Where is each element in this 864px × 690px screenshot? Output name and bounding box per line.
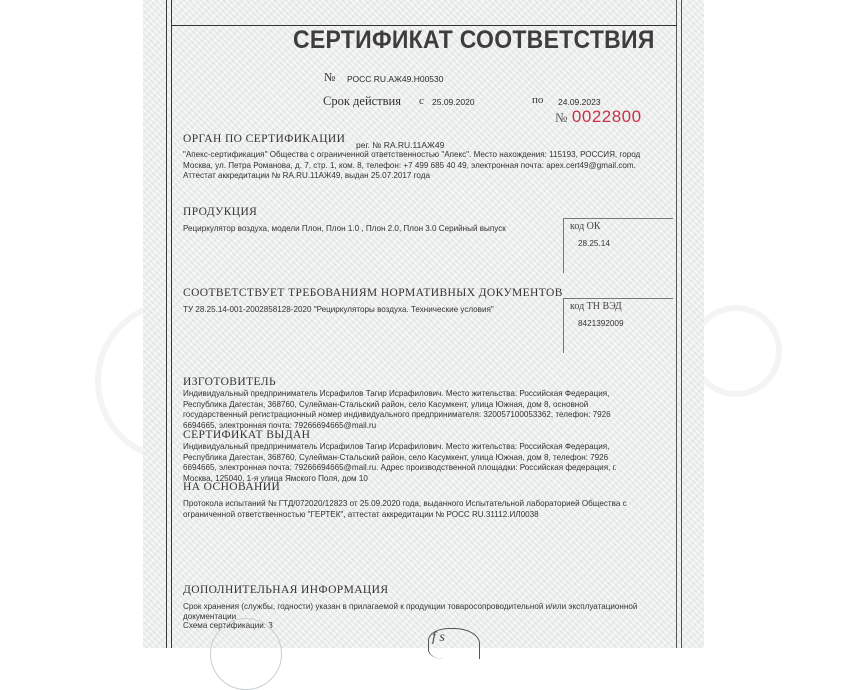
seal-stamp [210,618,282,690]
compliance-document: ТУ 28.25.14-001-2002858128-2020 "Рециркуляторы воздуха. Технические условия" [183,305,494,314]
certification-body-heading: ОРГАН ПО СЕРТИФИКАЦИИ [183,133,346,145]
product-heading: ПРОДУКЦИЯ [183,206,258,218]
text-line: Срок хранения (службы, годности) указан в прилагаемой к продукции товаросопроводительной и/или эксплуатационной [183,602,638,611]
document-title: СЕРТИФИКАТ СООТВЕТСТВИЯ [293,26,655,54]
blank-number-label: № [555,110,568,125]
basis-heading: НА ОСНОВАНИИ [183,481,281,493]
okpd-code-box [563,218,673,273]
tnved-code-box [563,298,673,353]
issued-to-heading: СЕРТИФИКАТ ВЫДАН [183,429,311,441]
text-line: "Апекс-сертификация" Общества с ограниченной ответственностью "Апекс". Место нахождения: 115193, РОССИЯ, город [183,150,641,159]
text-line: документации [183,611,237,621]
text-line: Москва, ул. Петра Романова, д. 7, стр. 1, ком. 8, телефон: +7 499 685 40 49, электронная почта: apex.cert49@gmail.com. [183,160,636,170]
text-line: Аттестат аккредитации № RA.RU.11АЖ49, выдан 25.07.2017 года [183,171,430,180]
product-description: Рециркулятор воздуха, модели Плон, Плон 1.0 , Плон 2.0, Плон 3.0 Серийный выпуск [183,224,506,233]
valid-from-date: 25.09.2020 [432,97,475,107]
manufacturer-details [183,389,673,431]
text-line: Республика Дагестан, 368760, Сулейман-Стальский район, село Касумкент, улица Южная, дом 8, телефон: 7926 [183,452,609,462]
validity-to-label: по [532,94,544,106]
text-line: государственный регистрационный номер индивидуального предпринимателя: 320057100053362, телефон: 7926 [183,410,611,419]
text-line: 6694665, электронная почта: 79266694665@mail.ru [183,420,377,430]
basis-details [183,499,673,520]
validity-from-label: с [419,95,424,107]
text-line: Схема сертификации: 3 [183,621,273,630]
signature: f s [432,630,445,645]
manufacturer-heading: ИЗГОТОВИТЕЛЬ [183,376,276,388]
tnved-code-label: код ТН ВЭД [570,301,622,312]
compliance-heading: СООТВЕТСТВУЕТ ТРЕБОВАНИЯМ НОРМАТИВНЫХ ДОКУМЕНТОВ [183,287,563,299]
tnved-code-value: 8421392009 [578,319,624,328]
okpd-code-value: 28.25.14 [578,239,610,248]
blank-number-value: 0022800 [571,107,642,126]
number-label: № [324,70,336,84]
valid-to-date: 24.09.2023 [558,97,601,107]
issued-to-details [183,442,673,484]
certification-body-details [183,150,673,182]
text-line: Протокола испытаний № ГТД/072020/12823 от 25.09.2020 года, выданного Испытательной лабораторией Общества с [183,499,627,508]
certification-body-reg-no: рег. № RA.RU.11АЖ49 [356,140,445,150]
text-line: Индивидуальный предприниматель Исрафилов Тагир Исрафилович. Место жительства: Российская Федерация, [183,442,610,451]
validity-label: Срок действия [323,94,401,108]
okpd-code-label: код ОК [570,221,601,232]
additional-info-heading: ДОПОЛНИТЕЛЬНАЯ ИНФОРМАЦИЯ [183,584,389,596]
text-line: 6694665, электронная почта: 79266694665@mail.ru. Адрес производственной площадки: Российская федерация, г. [183,463,617,472]
text-line: Республика Дагестан, 368760, Сулейман-Стальский район, село Касумкент, улица Южная, дом 8, основной [183,399,589,409]
text-line: Москва, 125040, 1-я улица Ямского Поля, дом 10 [183,473,368,483]
blank-number [555,107,642,127]
text-line: Индивидуальный предприниматель Исрафилов Тагир Исрафилович. Место жительства: Российская Федерация, [183,389,610,398]
certificate-number: РОСС RU.АЖ49.Н00530 [347,74,444,84]
text-line: ограниченной ответственностью "ГЕРТЕК", аттестат аккредитации № РОСС RU.31112.ИЛ0038 [183,509,539,519]
